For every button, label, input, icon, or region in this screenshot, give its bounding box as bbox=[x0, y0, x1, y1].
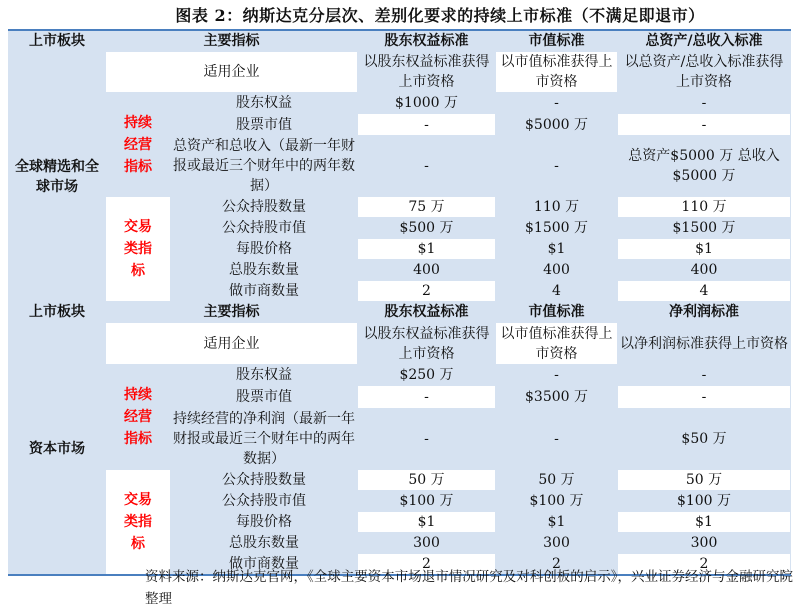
figure-title: 图表 2：纳斯达克分层次、差别化要求的持续上市标准（不满足即退市） bbox=[175, 6, 705, 25]
value-cell: - bbox=[618, 386, 791, 409]
applicable-cell: 以总资产/总收入标准获得上市资格 bbox=[618, 52, 791, 93]
table-row bbox=[9, 52, 791, 93]
column-header: 总资产/总收入标准 bbox=[618, 30, 791, 52]
table-row bbox=[9, 302, 791, 323]
trade-indicator-label: 交易类指标 bbox=[106, 197, 171, 302]
applicable-cell: 以股东权益标准获得上市资格 bbox=[358, 323, 496, 365]
column-header: 净利润标准 bbox=[618, 302, 791, 323]
value-cell: - bbox=[358, 386, 496, 409]
applicable-cell: 以净利润标准获得上市资格 bbox=[618, 323, 791, 365]
indicator-name: 持续经营的净利润（最新一年财报或最近三个财年中的两年数据） bbox=[171, 409, 358, 470]
column-header: 市值标准 bbox=[496, 30, 618, 52]
sustain-indicator-label: 持续经营指标 bbox=[106, 93, 171, 197]
indicator-name: 做市商数量 bbox=[171, 281, 358, 302]
value-cell: $1 bbox=[496, 512, 618, 533]
table-row bbox=[9, 30, 791, 52]
value-cell: $1 bbox=[618, 512, 791, 533]
value-cell: - bbox=[358, 409, 496, 470]
value-cell: - bbox=[618, 93, 791, 114]
value-cell: - bbox=[496, 136, 618, 197]
table-row bbox=[9, 197, 791, 218]
value-cell: 2 bbox=[496, 554, 618, 576]
sustain-indicator-label: 持续经营指标 bbox=[106, 365, 171, 470]
value-cell: 300 bbox=[618, 533, 791, 554]
value-cell: - bbox=[496, 93, 618, 114]
source-note: 资料来源：纳斯达克官网，《全球主要资本市场退市情况研究及对科创板的启示》，兴业证券经济与金融研究院整理 bbox=[145, 569, 793, 607]
column-header: 股东权益标准 bbox=[358, 30, 496, 52]
value-cell: $1 bbox=[496, 239, 618, 260]
value-cell: 400 bbox=[496, 260, 618, 281]
indicator-name: 公众持股市值 bbox=[171, 218, 358, 239]
value-cell: 50 万 bbox=[496, 470, 618, 491]
indicator-name: 股票市值 bbox=[171, 386, 358, 409]
indicator-name: 公众持股数量 bbox=[171, 470, 358, 491]
value-cell: 300 bbox=[496, 533, 618, 554]
indicator-name: 总股东数量 bbox=[171, 260, 358, 281]
value-cell: - bbox=[496, 409, 618, 470]
listing-standards-table bbox=[8, 29, 791, 576]
value-cell: $100 万 bbox=[618, 491, 791, 512]
board-name: 全球精选和全球市场 bbox=[9, 52, 106, 302]
indicator-name: 每股价格 bbox=[171, 239, 358, 260]
table-row bbox=[9, 323, 791, 365]
indicator-name: 每股价格 bbox=[171, 512, 358, 533]
indicator-header: 主要指标 bbox=[106, 30, 358, 52]
value-cell: 2 bbox=[358, 554, 496, 576]
value-cell: 75 万 bbox=[358, 197, 496, 218]
value-cell: 2 bbox=[618, 554, 791, 576]
indicator-name: 股东权益 bbox=[171, 365, 358, 386]
value-cell: $50 万 bbox=[618, 409, 791, 470]
value-cell: $1500 万 bbox=[496, 218, 618, 239]
value-cell: $100 万 bbox=[496, 491, 618, 512]
value-cell: $100 万 bbox=[358, 491, 496, 512]
indicator-name: 做市商数量 bbox=[171, 554, 358, 576]
value-cell: - bbox=[618, 365, 791, 386]
value-cell: $1 bbox=[618, 239, 791, 260]
value-cell: 400 bbox=[358, 260, 496, 281]
value-cell: 2 bbox=[358, 281, 496, 302]
indicator-name: 总股东数量 bbox=[171, 533, 358, 554]
table-row bbox=[9, 93, 791, 114]
value-cell: $1 bbox=[358, 512, 496, 533]
indicator-name: 总资产和总收入（最新一年财报或最近三个财年中的两年数据） bbox=[171, 136, 358, 197]
indicator-name: 公众持股市值 bbox=[171, 491, 358, 512]
applicable-cell: 以市值标准获得上市资格 bbox=[496, 52, 618, 93]
board-header: 上市板块 bbox=[9, 30, 106, 52]
value-cell: - bbox=[496, 365, 618, 386]
value-cell: 4 bbox=[618, 281, 791, 302]
value-cell: $1000 万 bbox=[358, 93, 496, 114]
value-cell: 50 万 bbox=[618, 470, 791, 491]
value-cell: 总资产$5000 万 总收入$5000 万 bbox=[618, 136, 791, 197]
value-cell: 50 万 bbox=[358, 470, 496, 491]
indicator-header: 主要指标 bbox=[106, 302, 358, 323]
applicable-label: 适用企业 bbox=[106, 323, 358, 365]
value-cell: - bbox=[358, 136, 496, 197]
applicable-label: 适用企业 bbox=[106, 52, 358, 93]
value-cell: $5000 万 bbox=[496, 114, 618, 136]
value-cell: $3500 万 bbox=[496, 386, 618, 409]
value-cell: $1500 万 bbox=[618, 218, 791, 239]
column-header: 市值标准 bbox=[496, 302, 618, 323]
indicator-name: 股东权益 bbox=[171, 93, 358, 114]
table-row bbox=[9, 365, 791, 386]
value-cell: - bbox=[358, 114, 496, 136]
column-header: 股东权益标准 bbox=[358, 302, 496, 323]
value-cell: $1 bbox=[358, 239, 496, 260]
table-row bbox=[9, 470, 791, 491]
board-name: 资本市场 bbox=[9, 323, 106, 576]
indicator-name: 股票市值 bbox=[171, 114, 358, 136]
applicable-cell: 以股东权益标准获得上市资格 bbox=[358, 52, 496, 93]
value-cell: 110 万 bbox=[618, 197, 791, 218]
indicator-name: 公众持股数量 bbox=[171, 197, 358, 218]
value-cell: $250 万 bbox=[358, 365, 496, 386]
value-cell: - bbox=[618, 114, 791, 136]
value-cell: 400 bbox=[618, 260, 791, 281]
board-header: 上市板块 bbox=[9, 302, 106, 323]
value-cell: 110 万 bbox=[496, 197, 618, 218]
value-cell: 4 bbox=[496, 281, 618, 302]
value-cell: 300 bbox=[358, 533, 496, 554]
trade-indicator-label: 交易类指标 bbox=[106, 470, 171, 576]
applicable-cell: 以市值标准获得上市资格 bbox=[496, 323, 618, 365]
value-cell: $500 万 bbox=[358, 218, 496, 239]
